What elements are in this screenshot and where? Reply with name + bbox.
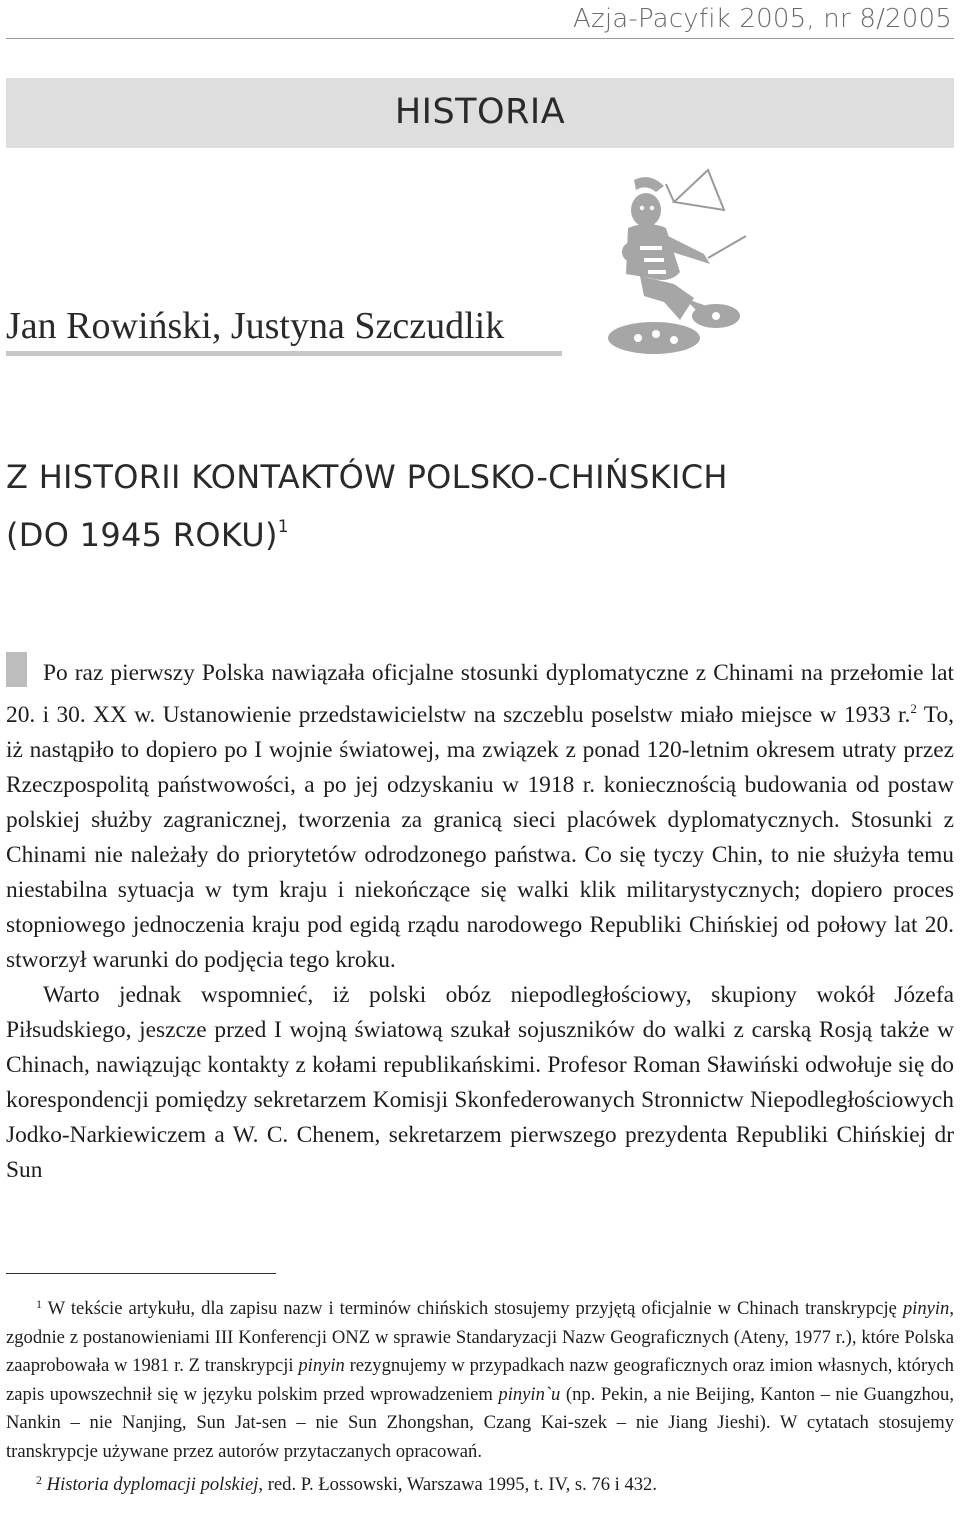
footnote-1-italic-3: pinyin`u <box>498 1383 561 1405</box>
footnote-1-text-a: W tekście artykułu, dla zapisu nazw i terminów chińskich stosujemy przyjętą oficjalnie w Chinach transkrypcję <box>42 1298 903 1319</box>
body-paragraph-1-part-a: Po raz pierwszy Polska nawiązała oficjalne stosunki dyplomatyczne z Chinami na przełomie lat 20. i 30. XX w. Ustanowienie przedstawicielstw na szczeblu poselstw miało miejsce w 1933 r. <box>6 660 954 728</box>
footnote-1-text-b: , zgodnie z postanowieniami III Konferencji ONZ w sprawie Standaryzacji Nazw Geograficznych (Ateny, 1977 r.), które Polska zaaprobowała w 1981 r. Z transkrypcji <box>6 1298 954 1376</box>
article-title-line-2-text: (DO 1945 ROKU) <box>6 516 278 554</box>
footnote-2-italic: Historia dyplomacji polskiej <box>46 1474 259 1495</box>
footnote-1-text-d: (np. Pekin, a nie Beijing, Kanton – nie Guangzhou, Nankin – nie Nanjing, Sun Jat-sen – nie Sun Zhongshan, Czang Kai-szek – nie Jiang Jieshi). W cytatach stosujemy transkrypcje używane przez autorów przytaczanych opracowań. <box>6 1383 954 1462</box>
body-paragraph-1 <box>6 656 954 978</box>
footnote-divider <box>6 1273 276 1274</box>
article-title <box>6 452 926 560</box>
footnote-1-italic-1: pinyin <box>902 1298 950 1319</box>
journal-header: Azja-Pacyfik 2005, nr 8/2005 <box>573 4 952 34</box>
section-title: HISTORIA <box>394 92 566 132</box>
authors-underline <box>6 351 562 356</box>
footnote-1-italic-2: pinyin <box>298 1355 345 1376</box>
title-footnote-mark[interactable]: 1 <box>277 517 289 537</box>
footnote-2-mark: 2 <box>36 1473 42 1487</box>
footnote-1-mark: 1 <box>36 1297 42 1311</box>
footnote-reference-2[interactable]: 2 <box>910 701 917 716</box>
article-body <box>6 656 954 1188</box>
article-title-line-2 <box>6 502 926 560</box>
article-authors: Jan Rowiński, Justyna Szczudlik <box>6 305 505 347</box>
header-divider <box>6 38 954 39</box>
article-title-line-1: Z HISTORII KONTAKTÓW POLSKO-CHIŃSKICH <box>6 458 728 496</box>
footnote-2-text: , red. P. Łossowski, Warszawa 1995, t. IV, s. 76 i 432. <box>258 1474 657 1495</box>
body-paragraph-2: Warto jednak wspomnieć, iż polski obóz niepodległościowy, skupiony wokół Józefa Piłsudskiego, jeszcze przed I wojną światową szukał sojuszników do walki z carską Rosją także w Chinach, nawiązując kontakty z kołami republikańskimi. Profesor Roman Sławiński odwołuje się do korespondencji pomiędzy sekretarzem Komisji Skonfederowanych Stronnictw Niepodległościowych Jodko-Narkiewiczem a W. C. Chenem, sekretarzem pierwszego prezydenta Republiki Chińskiej dr Sun <box>6 982 954 1183</box>
footnote-1-text-c: rezygnujemy w przypadkach nazw geograficznych oraz imion własnych, których zapis upowszechnił się w języku polskim przed wprowadzeniem <box>6 1355 954 1405</box>
footnote-2 <box>6 1466 954 1500</box>
footnote-1 <box>6 1290 954 1466</box>
papercut-figure-illustration <box>604 166 760 366</box>
footnotes <box>6 1290 954 1500</box>
body-paragraph-1-part-b: To, iż nastąpiło to dopiero po I wojnie światowej, ma związek z ponad 120-letnim okresem utraty przez Rzeczpospolitą państwowości, a po jej odzyskaniu w 1918 r. koniecznością budowania od postaw polskiej służby zagranicznej, tworzenia za granicą sieci placówek dyplomatycznych. Stosunki z Chinami nie należały do priorytetów odrodzonego państwa. Co się tyczy Chin, to nie służyła temu niestabilna sytuacja w tym kraju i niekończące się walki klik militarystycznych; dopiero proces stopniowego jednoczenia kraju pod egidą rządu narodowego Republiki Chińskiej od połowy lat 20. stworzył warunki do podjęcia tego kroku. <box>6 702 954 973</box>
